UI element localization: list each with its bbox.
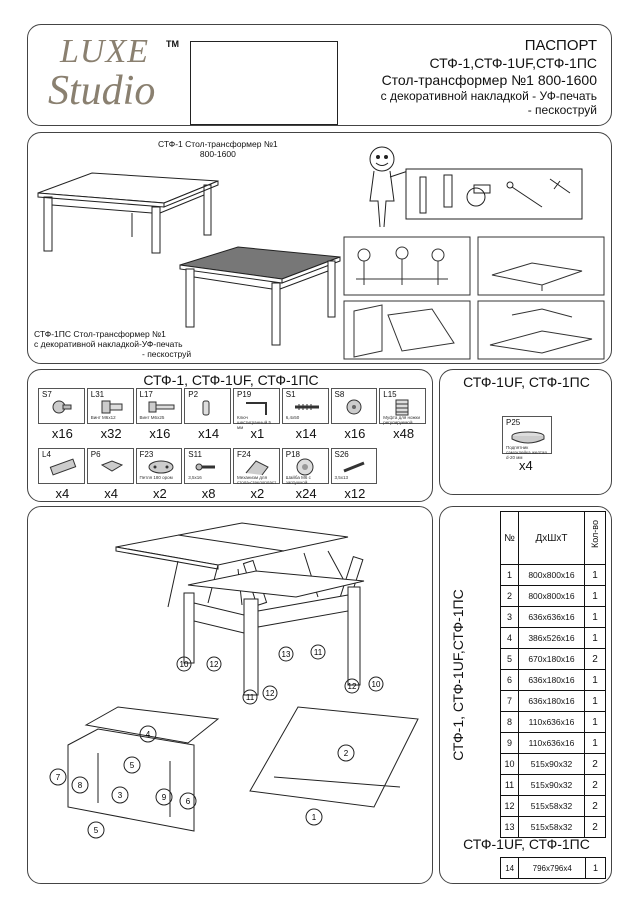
spec-row-no: 8 [501, 712, 519, 733]
svg-text:13: 13 [281, 650, 291, 659]
spec-row-size: 800х800х16 [518, 565, 584, 586]
fasteners-panel [27, 369, 433, 502]
logo-line2: Studio [48, 68, 156, 114]
p19-icon [242, 397, 274, 417]
spec-row [501, 754, 606, 775]
spec-extra-no: 14 [501, 858, 519, 879]
assembly-drawing [28, 507, 434, 885]
spec-row-no: 2 [501, 586, 519, 607]
spec-row-no: 3 [501, 607, 519, 628]
logo [40, 31, 190, 121]
spec-row-size: 670х180х16 [518, 649, 584, 670]
spec-row-qty: 2 [584, 775, 605, 796]
spec-col-size: ДхШхТ [518, 512, 584, 565]
spec-row-no: 10 [501, 754, 519, 775]
fasteners-row-1 [38, 388, 428, 446]
spec-row [501, 775, 606, 796]
spec-row-size: 636х636х16 [518, 607, 584, 628]
part-code: L17 [139, 390, 153, 399]
overview-caption-bottom-1: СТФ-1ПС Стол-трансформер №1 [34, 329, 166, 339]
spec-extra-size: 796х796х4 [519, 858, 586, 879]
svg-text:10: 10 [179, 660, 189, 669]
part-code: L31 [90, 390, 105, 399]
part-l4 [38, 448, 85, 484]
part-note: Шайба М6 с заглушкой [285, 475, 311, 485]
part-code: L4 [42, 450, 51, 459]
part-l31 [87, 388, 134, 424]
spec-row [501, 649, 606, 670]
overview-caption-top-1: СТФ-1 Стол-трансформер №1 [158, 139, 278, 149]
spec-row [501, 691, 606, 712]
logo-tm: TM [166, 39, 179, 49]
spec-row [501, 586, 606, 607]
part-code: P19 [237, 390, 252, 399]
part-code: S1 [285, 390, 296, 399]
part-note: Механизм для стола-стеклопласт [237, 475, 277, 485]
s1-icon [291, 397, 323, 417]
f24-icon [242, 457, 274, 477]
p2-icon [193, 397, 225, 417]
part-f23 [136, 448, 183, 484]
spec-row-no: 9 [501, 733, 519, 754]
spec-col-no: № [501, 512, 519, 565]
f23-icon [145, 457, 177, 477]
spec-row [501, 712, 606, 733]
extra-parts-panel [439, 369, 612, 495]
overview-caption-top-2: 800-1600 [199, 149, 236, 159]
part-p19 [233, 388, 280, 430]
spec-col-qty [584, 512, 605, 565]
part-qty: x4 [519, 458, 533, 473]
doc-desc-2: - пескоструй [527, 103, 597, 117]
part-note: 3,5x13 [334, 475, 349, 480]
tools-illustration [346, 141, 606, 233]
part-qty-s26: x12 [344, 486, 366, 501]
l31-icon [96, 397, 128, 417]
p6-icon [96, 457, 128, 477]
extra-parts-title: СТФ-1UF, СТФ-1ПС [463, 374, 590, 390]
part-qty-s1: x14 [295, 426, 317, 441]
header-text [381, 37, 597, 117]
part-f24 [233, 448, 280, 484]
header-panel [27, 24, 612, 126]
spec-row-size: 386х526х16 [518, 628, 584, 649]
part-qty-p18: x24 [295, 486, 317, 501]
part-code: S11 [188, 450, 202, 459]
s7-icon [47, 397, 79, 417]
svg-text:7: 7 [55, 773, 61, 782]
advice-illustrations [342, 235, 608, 361]
spec-extra-qty: 1 [586, 858, 606, 879]
blank-frame [190, 41, 338, 125]
part-s11 [184, 448, 231, 484]
spec-row-size: 515х58х32 [518, 796, 584, 817]
doc-subtitle: Стол-трансформер №1 800-1600 [381, 72, 597, 88]
spec-row [501, 565, 606, 586]
part-note: Винт М6х12 [90, 415, 116, 420]
part-qty-l15: x48 [393, 426, 415, 441]
svg-text:11: 11 [313, 648, 323, 657]
spec-row-size: 800х800х16 [518, 586, 584, 607]
spec-extra-table [500, 857, 606, 879]
fasteners-title: СТФ-1, СТФ-1UF, СТФ-1ПС [143, 372, 319, 388]
p18-icon [291, 457, 323, 477]
spec-row-qty: 2 [584, 817, 605, 838]
part-l15 [379, 388, 426, 424]
part-code: P2 [188, 390, 199, 399]
part-qty-p6: x4 [104, 486, 118, 501]
svg-text:4: 4 [145, 730, 151, 739]
s26-icon [340, 457, 372, 477]
spec-row-size: 110х636х16 [518, 733, 584, 754]
spec-row-size: 110х636х16 [518, 712, 584, 733]
overview-caption-bottom-3: - пескоструй [142, 349, 192, 359]
spec-row [501, 817, 606, 838]
part-s26 [331, 448, 378, 484]
part-code: F24 [237, 450, 251, 459]
s8-icon [340, 397, 372, 417]
spec-row-no: 5 [501, 649, 519, 670]
part-qty-p2: x14 [198, 426, 220, 441]
spec-row-qty: 1 [584, 607, 605, 628]
spec-extra-title: СТФ-1UF, СТФ-1ПС [463, 836, 590, 852]
spec-row-size: 515х90х32 [518, 754, 584, 775]
table-closed-drawing [32, 157, 222, 257]
part-qty-l4: x4 [55, 486, 70, 501]
part-note: Муфта для ножки регулируемой [383, 415, 420, 425]
spec-table [500, 511, 606, 838]
svg-text:12: 12 [209, 660, 219, 669]
spec-row-no: 7 [501, 691, 519, 712]
svg-text:9: 9 [161, 793, 167, 802]
part-p2 [184, 388, 231, 424]
l17-icon [145, 397, 177, 417]
part-qty-s8: x16 [344, 426, 366, 441]
part-code: P18 [285, 450, 300, 459]
part-code: S26 [334, 450, 349, 459]
part-s8 [331, 388, 378, 424]
part-note: 3,5x16 [188, 475, 202, 480]
part-note: Ключ шестигранный 5 мм [237, 415, 272, 430]
spec-row-qty: 1 [584, 565, 605, 586]
assembly-panel [27, 506, 433, 884]
overview-caption-bottom-2: с декоративной накладкой-УФ-печать [34, 339, 183, 349]
svg-text:2: 2 [343, 749, 349, 758]
part-qty-f24: x2 [250, 486, 265, 501]
spec-row-qty: 2 [584, 796, 605, 817]
spec-row-qty: 1 [584, 712, 605, 733]
spec-body [501, 565, 606, 838]
part-code: P6 [90, 450, 101, 459]
part-s1 [282, 388, 329, 424]
svg-text:12: 12 [347, 682, 357, 691]
part-s7 [38, 388, 85, 424]
svg-text:12: 12 [265, 689, 275, 698]
pad-icon [509, 431, 547, 445]
svg-text:5: 5 [93, 826, 99, 835]
part-note: Винт М6х25 [139, 415, 165, 420]
spec-row-qty: 1 [584, 586, 605, 607]
l4-icon [47, 457, 79, 477]
spec-header-row [501, 512, 606, 565]
part-qty-s11: x8 [201, 486, 216, 501]
spec-row-no: 1 [501, 565, 519, 586]
spec-row-no: 11 [501, 775, 519, 796]
spec-row-no: 4 [501, 628, 519, 649]
spec-row-size: 636х180х16 [518, 691, 584, 712]
part-code: L15 [383, 390, 397, 399]
part-qty-l31: x32 [100, 426, 122, 441]
svg-text:5: 5 [129, 761, 135, 770]
part-note: Подпятник самоклейка желтая d-20 мм [506, 445, 547, 460]
spec-row [501, 796, 606, 817]
part-code: S8 [334, 390, 345, 399]
svg-text:3: 3 [117, 791, 123, 800]
fasteners-row-2 [38, 448, 428, 500]
part-code: S7 [42, 390, 52, 399]
spec-side-label: СТФ-1, СТФ-1UF,СТФ-1ПС [450, 589, 466, 761]
overview-caption-bottom [34, 329, 191, 359]
overview-caption-top [158, 139, 278, 159]
svg-text:6: 6 [185, 797, 191, 806]
spec-row-no: 13 [501, 817, 519, 838]
spec-row [501, 628, 606, 649]
part-p6 [87, 448, 134, 484]
part-l17 [136, 388, 183, 424]
s11-icon [193, 457, 225, 477]
svg-text:1: 1 [311, 813, 317, 822]
spec-row-qty: 1 [584, 691, 605, 712]
logo-line1: LUXE [60, 33, 149, 70]
doc-models: СТФ-1,СТФ-1UF,СТФ-1ПС [429, 55, 597, 71]
spec-row-no: 6 [501, 670, 519, 691]
part-code: F23 [139, 450, 154, 459]
spec-panel [439, 506, 612, 884]
table-decor-drawing [176, 243, 346, 353]
spec-row-no: 12 [501, 796, 519, 817]
spec-row-qty: 2 [584, 754, 605, 775]
spec-row-size: 515х90х32 [518, 775, 584, 796]
spec-extra-row [501, 858, 606, 879]
part-code: P25 [506, 418, 521, 427]
spec-row-qty: 1 [584, 628, 605, 649]
part-qty-s7: x16 [51, 426, 73, 441]
spec-row-qty: 2 [584, 649, 605, 670]
spec-row-qty: 1 [584, 670, 605, 691]
overview-panel [27, 132, 612, 364]
part-qty-p19: x1 [250, 426, 265, 441]
part-p25 [502, 416, 552, 460]
svg-text:10: 10 [371, 680, 381, 689]
spec-row [501, 733, 606, 754]
spec-row-qty: 1 [584, 733, 605, 754]
part-note: 6,4x50 [285, 415, 300, 420]
part-p18 [282, 448, 329, 484]
doc-desc-1: с декоративной накладкой - УФ-печать [380, 89, 597, 103]
doc-title: ПАСПОРТ [524, 37, 597, 54]
l15-icon [388, 397, 420, 417]
part-qty-f23: x2 [153, 486, 167, 501]
spec-row-size: 515х58х32 [518, 817, 584, 838]
spec-col-qty-label: Кол-во [589, 520, 600, 548]
spec-row-size: 636х180х16 [518, 670, 584, 691]
svg-text:8: 8 [77, 781, 83, 790]
spec-row [501, 607, 606, 628]
part-qty-l17: x16 [149, 426, 171, 441]
spec-row [501, 670, 606, 691]
svg-text:11: 11 [245, 693, 255, 702]
part-note: Петля 180 ором [139, 475, 173, 480]
